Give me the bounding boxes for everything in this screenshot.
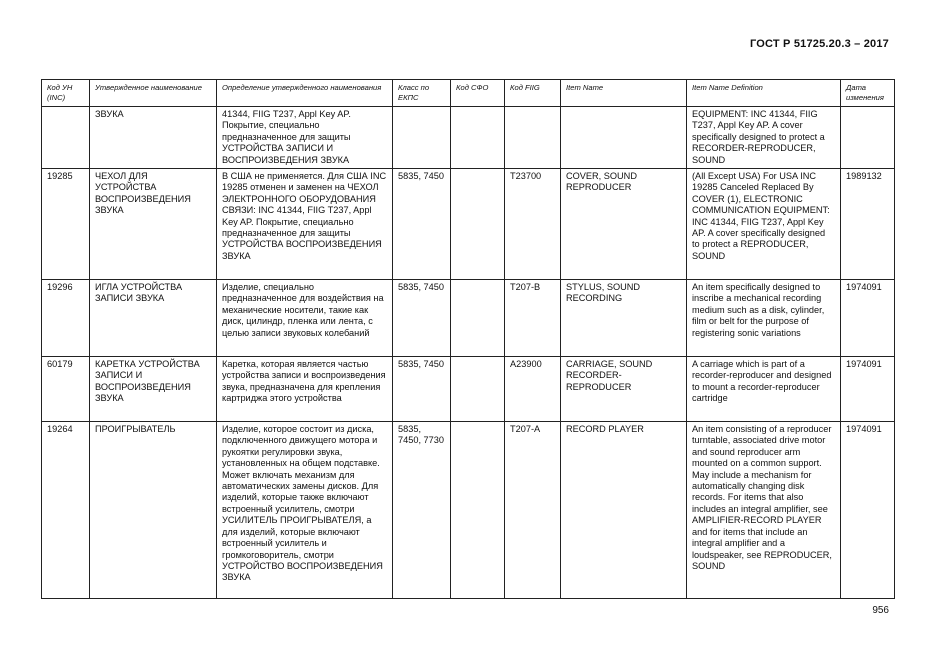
- cell-fiig: T207-B: [505, 280, 561, 357]
- cell-date: 1974091: [841, 280, 895, 357]
- cell-item-definition: A carriage which is part of a recorder-reproducer and designed to mount a recorder-reproducer cartridge: [687, 357, 841, 422]
- page-number: 956: [872, 605, 889, 616]
- cell-sfo: [451, 280, 505, 357]
- cell-definition: Каретка, которая является частью устройства записи и воспроизведения звука, предназначена для крепления картриджа этого устройства: [217, 357, 393, 422]
- cell-approved-name: ЗВУКА: [90, 107, 217, 169]
- cell-item-name: COVER, SOUND REPRODUCER: [561, 169, 687, 280]
- cell-date: [841, 107, 895, 169]
- cell-inc: 19285: [42, 169, 90, 280]
- table-row: [42, 169, 895, 280]
- cell-definition: 41344, FIIG T237, Appl Key AP. Покрытие, специально предназначенное для защиты УСТРОЙСТВА ЗАПИСИ И ВОСПРОИЗВЕДЕНИЯ ЗВУКА: [217, 107, 393, 169]
- classification-table: [41, 79, 895, 599]
- cell-sfo: [451, 169, 505, 280]
- cell-item-definition: EQUIPMENT: INC 41344, FIIG T237, Appl Key AP. A cover specifically designed to protect a RECORDER-REPRODUCER, SOUND: [687, 107, 841, 169]
- cell-item-definition: (All Except USA) For USA INC 19285 Canceled Replaced By COVER (1), ELECTRONIC COMMUNICATION EQUIPMENT: INC 41344, FIIG T237, Appl Key AP. A cover specifically designed to protect a REPRODUCER, SOUND: [687, 169, 841, 280]
- col-header-ekps-class: Класс по ЕКПС: [393, 80, 451, 107]
- standard-designation: ГОСТ Р 51725.20.3 – 2017: [749, 38, 889, 50]
- cell-definition: Изделие, специально предназначенное для воздействия на механические носители, такие как диск, цилиндр, пленка или лента, с целью записи звуковых колебаний: [217, 280, 393, 357]
- cell-item-name: [561, 107, 687, 169]
- cell-date: 1989132: [841, 169, 895, 280]
- col-header-sfo-code: Код СФО: [451, 80, 505, 107]
- cell-ekps: 5835, 7450: [393, 280, 451, 357]
- table-row: [42, 280, 895, 357]
- cell-fiig: T207-A: [505, 422, 561, 599]
- table-row: [42, 422, 895, 599]
- cell-date: 1974091: [841, 357, 895, 422]
- cell-inc: 19296: [42, 280, 90, 357]
- cell-inc: 19264: [42, 422, 90, 599]
- col-header-fiig-code: Код FIIG: [505, 80, 561, 107]
- cell-sfo: [451, 357, 505, 422]
- cell-inc: 60179: [42, 357, 90, 422]
- cell-approved-name: ПРОИГРЫВАТЕЛЬ: [90, 422, 217, 599]
- cell-sfo: [451, 107, 505, 169]
- cell-approved-name: ЧЕХОЛ ДЛЯ УСТРОЙСТВА ВОСПРОИЗВЕДЕНИЯ ЗВУКА: [90, 169, 217, 280]
- cell-item-name: RECORD PLAYER: [561, 422, 687, 599]
- cell-item-definition: An item consisting of a reproducer turntable, associated drive motor and sound reproducer arm mounted on a common support. May include a mechanism for automatically changing disk records. For items that also includes an integral amplifier, see AMPLIFIER-RECORD PLAYER and for items that include an integral amplifier and a loudspeaker, see REPRODUCER, SOUND: [687, 422, 841, 599]
- col-header-item-name: Item Name: [561, 80, 687, 107]
- cell-sfo: [451, 422, 505, 599]
- col-header-inc: Код УН (INC): [42, 80, 90, 107]
- cell-approved-name: ИГЛА УСТРОЙСТВА ЗАПИСИ ЗВУКА: [90, 280, 217, 357]
- cell-inc: [42, 107, 90, 169]
- cell-fiig: T23700: [505, 169, 561, 280]
- table-row: [42, 107, 895, 169]
- table-row: [42, 357, 895, 422]
- cell-item-name: STYLUS, SOUND RECORDING: [561, 280, 687, 357]
- table-header-row: [42, 80, 895, 107]
- cell-item-name: CARRIAGE, SOUND RECORDER-REPRODUCER: [561, 357, 687, 422]
- cell-ekps: 5835, 7450: [393, 169, 451, 280]
- cell-ekps: 5835, 7450: [393, 357, 451, 422]
- cell-definition: В США не применяется. Для США INC 19285 отменен и заменен на ЧЕХОЛ ЭЛЕКТРОННОГО ОБОРУДОВАНИЯ СВЯЗИ: INC 41344, FIIG T237, Appl Key AP. Покрытие, специально предназначенное для защиты УСТРОЙСТВА ВОСПРОИЗВЕДЕНИЯ ЗВУКА: [217, 169, 393, 280]
- cell-ekps: [393, 107, 451, 169]
- col-header-approved-name: Утвержденное наименование: [90, 80, 217, 107]
- cell-fiig: A23900: [505, 357, 561, 422]
- col-header-item-definition: Item Name Definition: [687, 80, 841, 107]
- cell-date: 1974091: [841, 422, 895, 599]
- col-header-change-date: Дата изменения: [841, 80, 895, 107]
- cell-approved-name: КАРЕТКА УСТРОЙСТВА ЗАПИСИ И ВОСПРОИЗВЕДЕНИЯ ЗВУКА: [90, 357, 217, 422]
- cell-ekps: 5835, 7450, 7730: [393, 422, 451, 599]
- cell-fiig: [505, 107, 561, 169]
- cell-definition: Изделие, которое состоит из диска, подключенного движущего мотора и рукоятки регулировки звука, установленных на общем подставке. Может включать механизм для автоматических замены дисков. Для изделий, которые также включают встроенный усилитель, смотри УСИЛИТЕЛЬ ПРОИГРЫВАТЕЛЯ, а для изделий, которые включают встроенный усилитель и громкоговоритель, смотри УСТРОЙСТВО ВОСПРОИЗВЕДЕНИЯ ЗВУКА: [217, 422, 393, 599]
- cell-item-definition: An item specifically designed to inscribe a mechanical recording medium such as a disk, cylinder, film or belt for the purpose of registering sonic variations: [687, 280, 841, 357]
- col-header-definition: Определение утвержденного наименования: [217, 80, 393, 107]
